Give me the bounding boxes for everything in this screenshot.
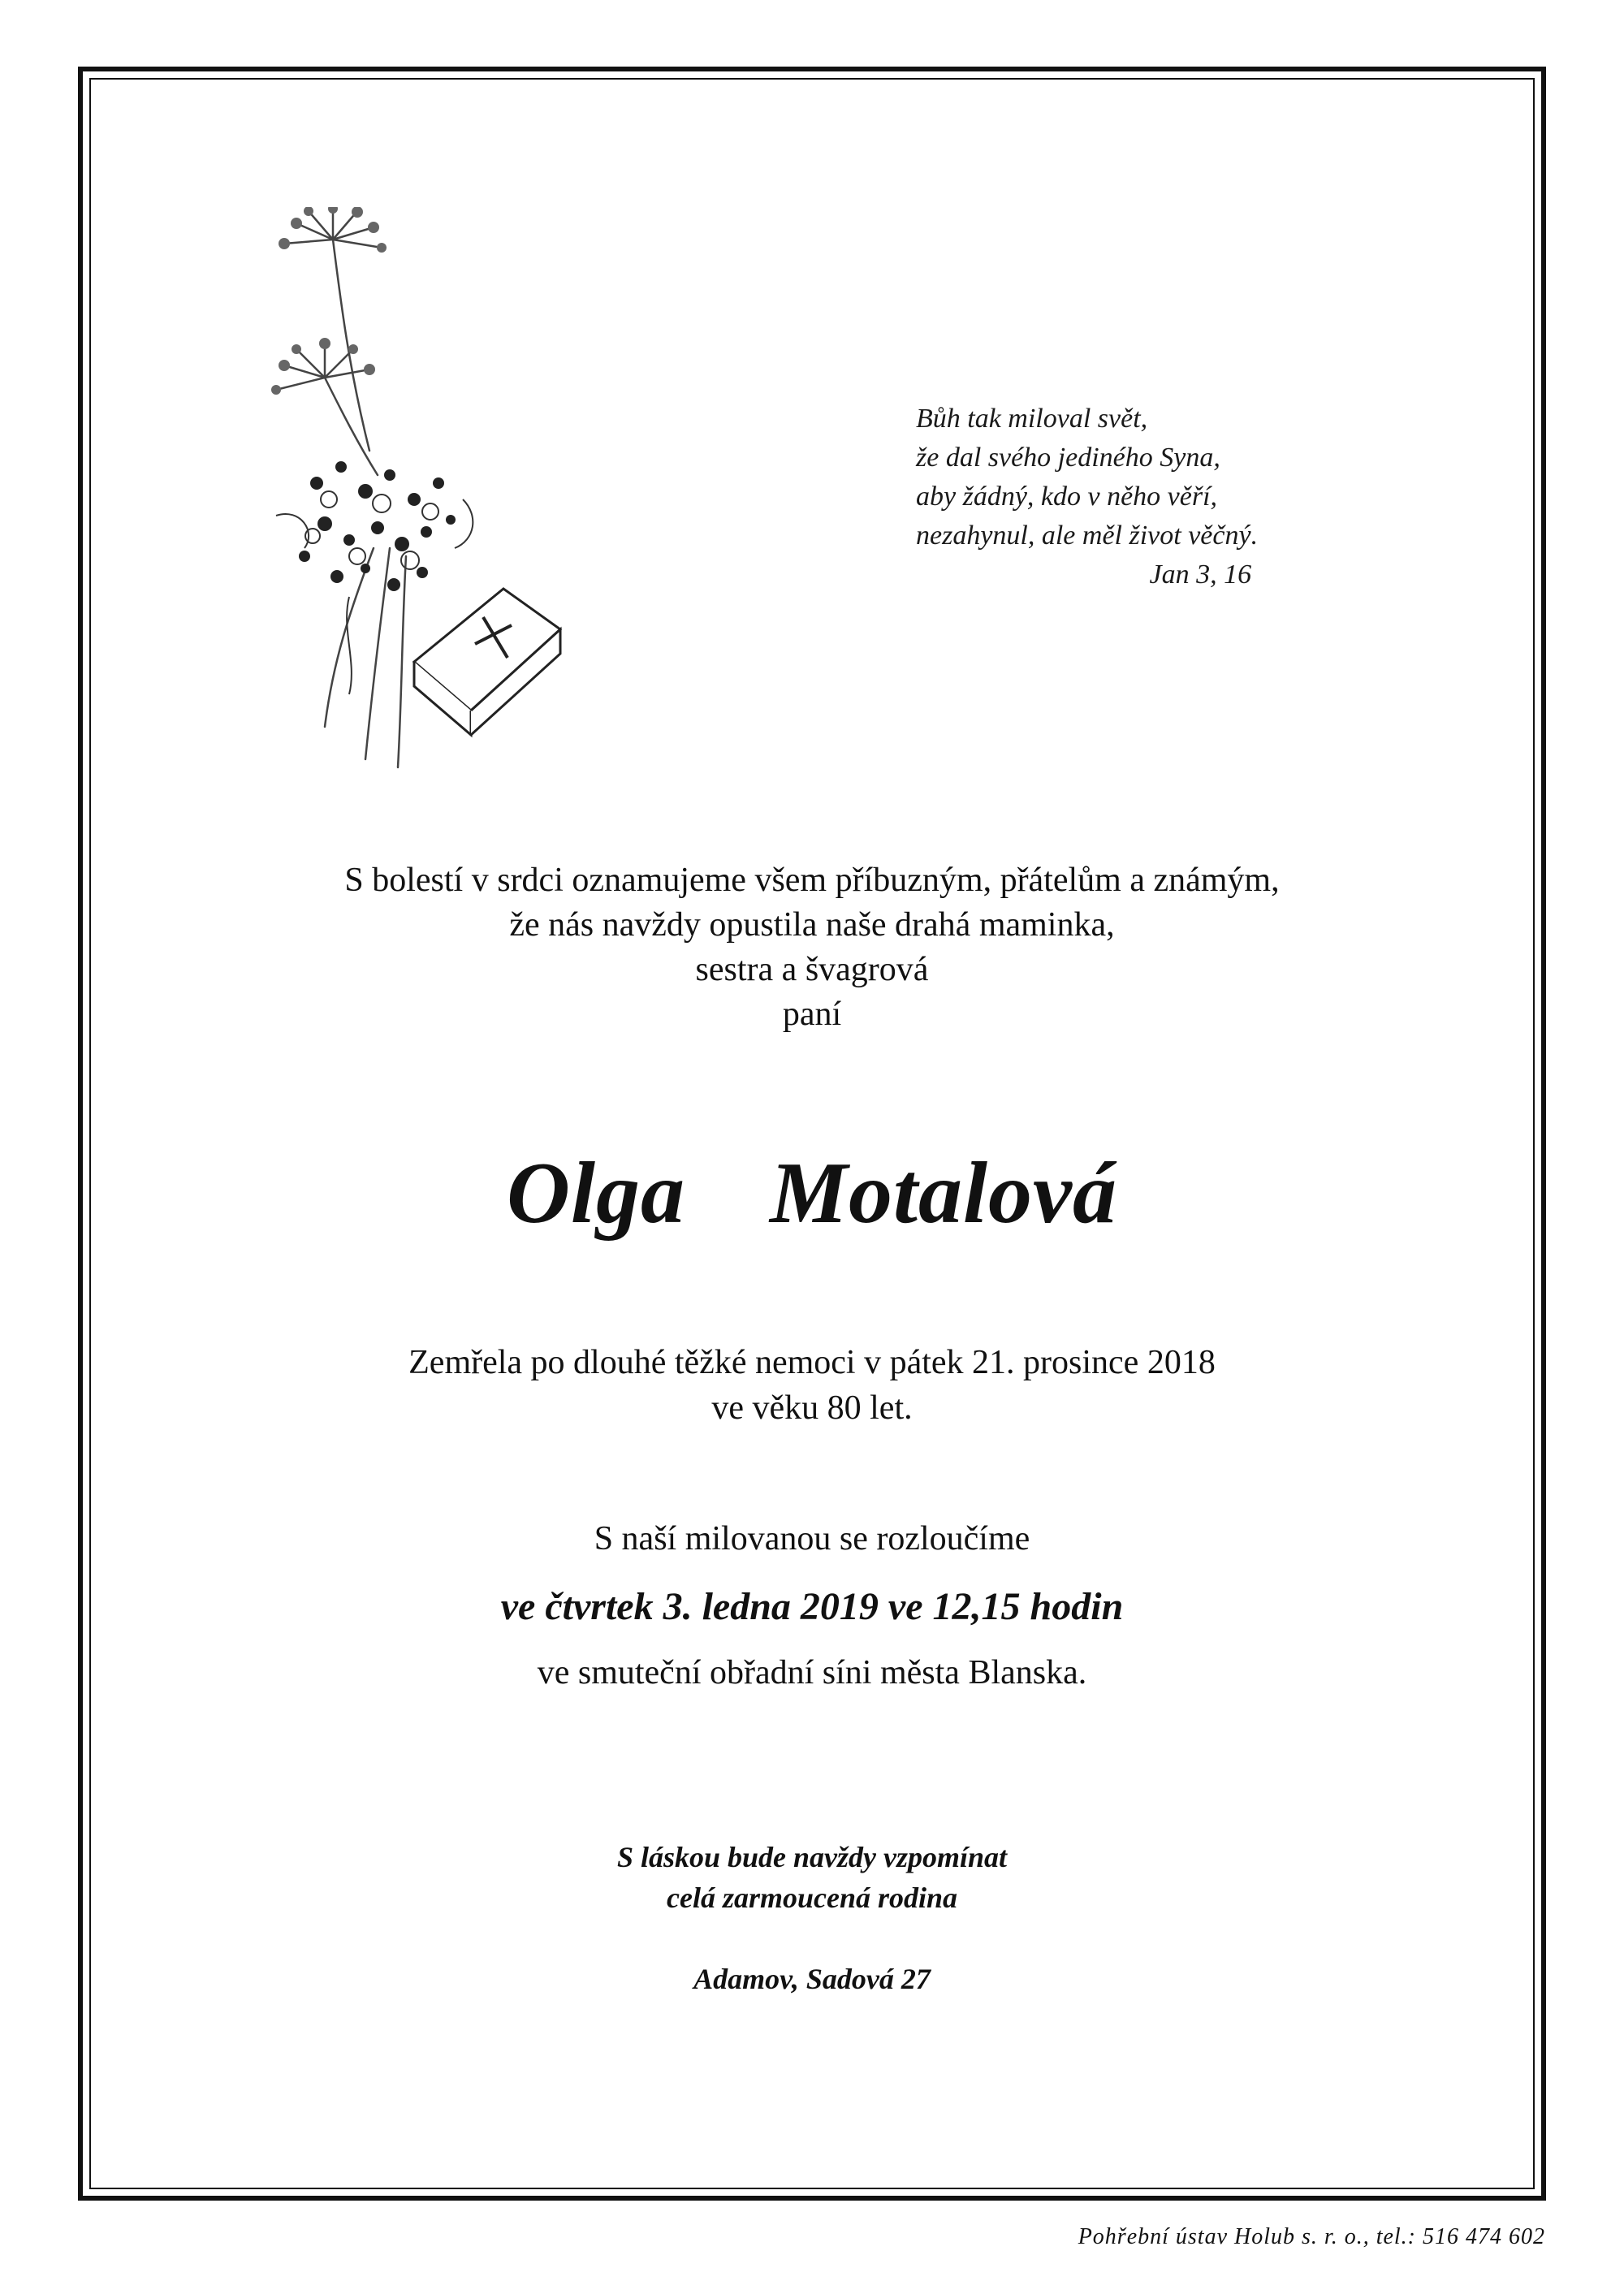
verse-line: aby žádný, kdo v něho věří, xyxy=(916,482,1218,512)
family-signature xyxy=(0,1837,1624,1918)
verse-line: nezahynul, ale měl život věčný. xyxy=(916,521,1259,551)
signature-line: celá zarmoucená rodina xyxy=(666,1881,957,1914)
verse-line: že dal svého jediného Syna, xyxy=(916,443,1220,473)
bible-verse xyxy=(916,400,1258,594)
announcement-text xyxy=(0,858,1624,1037)
death-line: ve věku 80 let. xyxy=(711,1389,913,1427)
verse-reference: Jan 3, 16 xyxy=(1149,559,1252,590)
farewell-intro: S naší milovanou se rozloučíme xyxy=(594,1520,1030,1557)
deceased-name: Olga Motalová xyxy=(507,1145,1117,1242)
flowers-and-bible-icon xyxy=(227,207,585,775)
announcement-line: že nás navždy opustila naše drahá maminka, xyxy=(509,906,1115,944)
verse-line: Bůh tak miloval svět, xyxy=(916,404,1148,434)
farewell-datetime: ve čtvrtek 3. ledna 2019 ve 12,15 hodin xyxy=(500,1585,1124,1628)
funeral-service-footer: Pohřební ústav Holub s. r. o., tel.: 516 474 602 xyxy=(1078,2224,1545,2249)
signature-line: S láskou bude navždy vzpomínat xyxy=(616,1841,1008,1873)
death-details xyxy=(0,1340,1624,1431)
death-line: Zemřela po dlouhé těžké nemoci v pátek 21. prosince 2018 xyxy=(408,1344,1216,1381)
announcement-line: sestra a švagrová xyxy=(695,951,929,988)
announcement-line: S bolestí v srdci oznamujeme všem příbuzným, přátelům a známým, xyxy=(344,862,1280,899)
announcement-line: paní xyxy=(782,996,842,1033)
farewell-place: ve smuteční obřadní síni města Blanska. xyxy=(537,1654,1087,1691)
family-address: Adamov, Sadová 27 xyxy=(693,1963,931,1995)
